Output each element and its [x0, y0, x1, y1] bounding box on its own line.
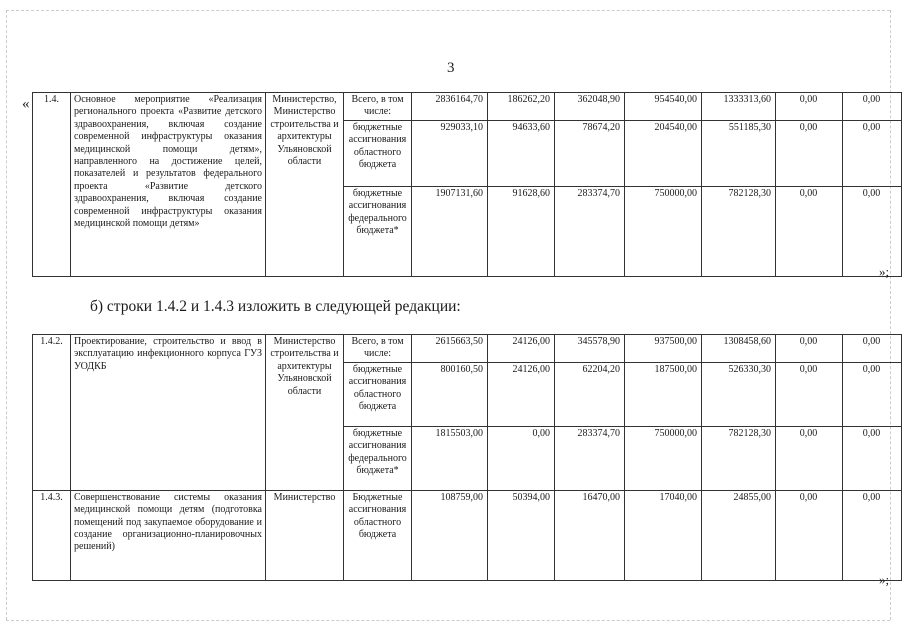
funding-source: Всего, в том числе: — [344, 335, 412, 363]
value-cell: 0,00 — [776, 362, 843, 426]
value-cell: 954540,00 — [625, 93, 702, 121]
closing-quote: »; — [879, 264, 890, 279]
amendment-heading: б) строки 1.4.2 и 1.4.3 изложить в следующей редакции: — [90, 298, 461, 315]
value-cell: 551185,30 — [702, 120, 776, 186]
value-cell: 0,00 — [776, 490, 843, 580]
value-cell: 91628,60 — [488, 186, 555, 276]
row-number: 1.4.3. — [33, 490, 71, 580]
funding-source: Всего, в том числе: — [344, 93, 412, 121]
value-cell: 362048,90 — [555, 93, 625, 121]
table-row-1-4 — [32, 92, 902, 277]
value-cell: 782128,30 — [702, 186, 776, 276]
table-row — [33, 490, 902, 580]
value-cell: 0,00 — [843, 93, 902, 121]
page-frame-left — [6, 10, 7, 620]
page-frame-bottom — [6, 620, 890, 621]
table-row — [33, 93, 902, 121]
value-cell: 1308458,60 — [702, 335, 776, 363]
row-number: 1.4.2. — [33, 335, 71, 491]
value-cell: 937500,00 — [625, 335, 702, 363]
value-cell: 345578,90 — [555, 335, 625, 363]
value-cell: 0,00 — [776, 426, 843, 490]
funding-source: бюджетные ассигнования федерального бюджета* — [344, 186, 412, 276]
value-cell: 283374,70 — [555, 186, 625, 276]
value-cell: 24855,00 — [702, 490, 776, 580]
value-cell: 283374,70 — [555, 426, 625, 490]
row-number: 1.4. — [33, 93, 71, 277]
value-cell: 0,00 — [488, 426, 555, 490]
value-cell: 0,00 — [776, 335, 843, 363]
value-cell: 24126,00 — [488, 362, 555, 426]
value-cell: 929033,10 — [412, 120, 488, 186]
value-cell: 0,00 — [843, 490, 902, 580]
value-cell: 204540,00 — [625, 120, 702, 186]
value-cell: 0,00 — [843, 362, 902, 426]
value-cell: 750000,00 — [625, 426, 702, 490]
value-cell: 0,00 — [843, 120, 902, 186]
value-cell: 16470,00 — [555, 490, 625, 580]
page-number: 3 — [447, 60, 455, 76]
row-description: Совершенствование системы оказания медицинской помощи детям (подготовка помещений под закупаемое оборудование и создание организационно-планировочных решений) — [71, 490, 266, 580]
value-cell: 0,00 — [843, 186, 902, 276]
closing-quote: »; — [879, 572, 890, 587]
value-cell: 50394,00 — [488, 490, 555, 580]
value-cell: 0,00 — [776, 186, 843, 276]
value-cell: 800160,50 — [412, 362, 488, 426]
row-description: Проектирование, строительство и ввод в эксплуатацию инфекционного корпуса ГУЗ УОДКБ — [71, 335, 266, 491]
value-cell: 0,00 — [843, 335, 902, 363]
value-cell: 187500,00 — [625, 362, 702, 426]
value-cell: 78674,20 — [555, 120, 625, 186]
value-cell: 782128,30 — [702, 426, 776, 490]
value-cell: 0,00 — [776, 120, 843, 186]
value-cell: 0,00 — [776, 93, 843, 121]
value-cell: 2615663,50 — [412, 335, 488, 363]
value-cell: 1815503,00 — [412, 426, 488, 490]
table-row — [33, 335, 902, 363]
funding-source: бюджетные ассигнования областного бюджета — [344, 362, 412, 426]
funding-source: бюджетные ассигнования федерального бюджета* — [344, 426, 412, 490]
value-cell: 17040,00 — [625, 490, 702, 580]
value-cell: 526330,30 — [702, 362, 776, 426]
row-description: Основное мероприятие «Реализация регионального проекта «Развитие детского здравоохранения, включая создание современной инфраструктуры оказания медицинской помощи детям», направленного на достижение целей, показателей и результатов федерального проекта «Развитие детского здравоохранения, включая создание современной инфраструктуры оказания медицинской помощи детям» — [71, 93, 266, 277]
value-cell: 1907131,60 — [412, 186, 488, 276]
value-cell: 2836164,70 — [412, 93, 488, 121]
opening-quote: « — [22, 96, 30, 112]
value-cell: 186262,20 — [488, 93, 555, 121]
value-cell: 62204,20 — [555, 362, 625, 426]
value-cell: 108759,00 — [412, 490, 488, 580]
table-rows-1-4-2-1-4-3 — [32, 334, 902, 581]
value-cell: 24126,00 — [488, 335, 555, 363]
funding-source: Бюджетные ассигнования областного бюджета — [344, 490, 412, 580]
page-frame-top — [6, 10, 890, 11]
row-responsible: Министерство, Министерство строительства и архитектуры Ульяновской области — [266, 93, 344, 277]
value-cell: 750000,00 — [625, 186, 702, 276]
value-cell: 0,00 — [843, 426, 902, 490]
funding-source: бюджетные ассигнования областного бюджета — [344, 120, 412, 186]
row-responsible: Министерство — [266, 490, 344, 580]
row-responsible: Министерство строительства и архитектуры Ульяновской области — [266, 335, 344, 491]
value-cell: 1333313,60 — [702, 93, 776, 121]
value-cell: 94633,60 — [488, 120, 555, 186]
